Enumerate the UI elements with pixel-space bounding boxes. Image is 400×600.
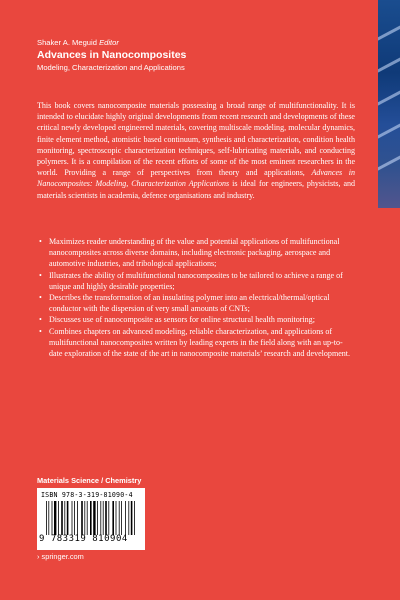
book-description [37,100,355,201]
editor-role: Editor [99,38,119,47]
feature-bullet: • Discusses use of nanocomposite as sensors for online structural health monitoring; [37,314,355,325]
book-header [37,38,357,73]
editor-line [37,38,357,48]
editor-name: Shaker A. Meguid [37,38,97,47]
barcode-block [37,488,145,550]
front-cover-image-edge [378,0,400,208]
feature-bullet: • Illustrates the ability of multifunctional nanocomposites to be tailored to achieve a range of unique and highly desirable properties; [37,270,355,292]
book-subtitle: Modeling, Characterization and Applications [37,63,185,72]
feature-bullet-list [37,236,355,359]
description-paragraph [37,100,355,201]
description-end: is ideal for engineers, physicists, and materials scientists in academia, defence organisations and industry. [37,179,355,200]
feature-bullet: • Maximizes reader understanding of the value and potential applications of multifunctional nanocomposites across diverse domains, including electronic packaging, aerospace and automotive industries, and tribological applications; [37,236,355,270]
description-start: This book covers nanocomposite materials possessing a broad range of multifunctionality. It is intended to elucidate highly original developments from recent research and developments of these critical newly developed engineered materials, covering multiscale modeling, molecular dynamics, finite element method, atomistic based continuum, synthesis and characterization, condition health monitoring, spectroscopic characterization techniques, self-lubricating materials, and conducting polymers. It is a compilation of the recent efforts of some of the most eminent researchers in the world. Providing a range of perspectives from theory and applications, [37,101,355,178]
barcode-number: 9 783319 810904 [39,534,128,544]
subject-category: Materials Science / Chemistry [37,476,142,485]
isbn-label: ISBN 978-3-319-81090-4 [41,491,133,499]
feature-bullet: • Describes the transformation of an insulating polymer into an electrical/thermal/optical conductor with the dispersion of very small amounts of CNTs; [37,292,355,314]
publisher-website: › springer.com [37,552,84,561]
barcode-bars [46,501,140,535]
description-italic-title: Advances in Nanocomposites: Modeling, Characterization Applications [37,168,355,189]
feature-bullet: • Combines chapters on advanced modeling, reliable characterization, and applications of multifunctional nanocomposites written by leading experts in the field along with an up-to-date exploration of the state of the art in nanocomposite materials’ research and development. [37,326,355,360]
book-title: Advances in Nanocomposites [37,49,187,61]
